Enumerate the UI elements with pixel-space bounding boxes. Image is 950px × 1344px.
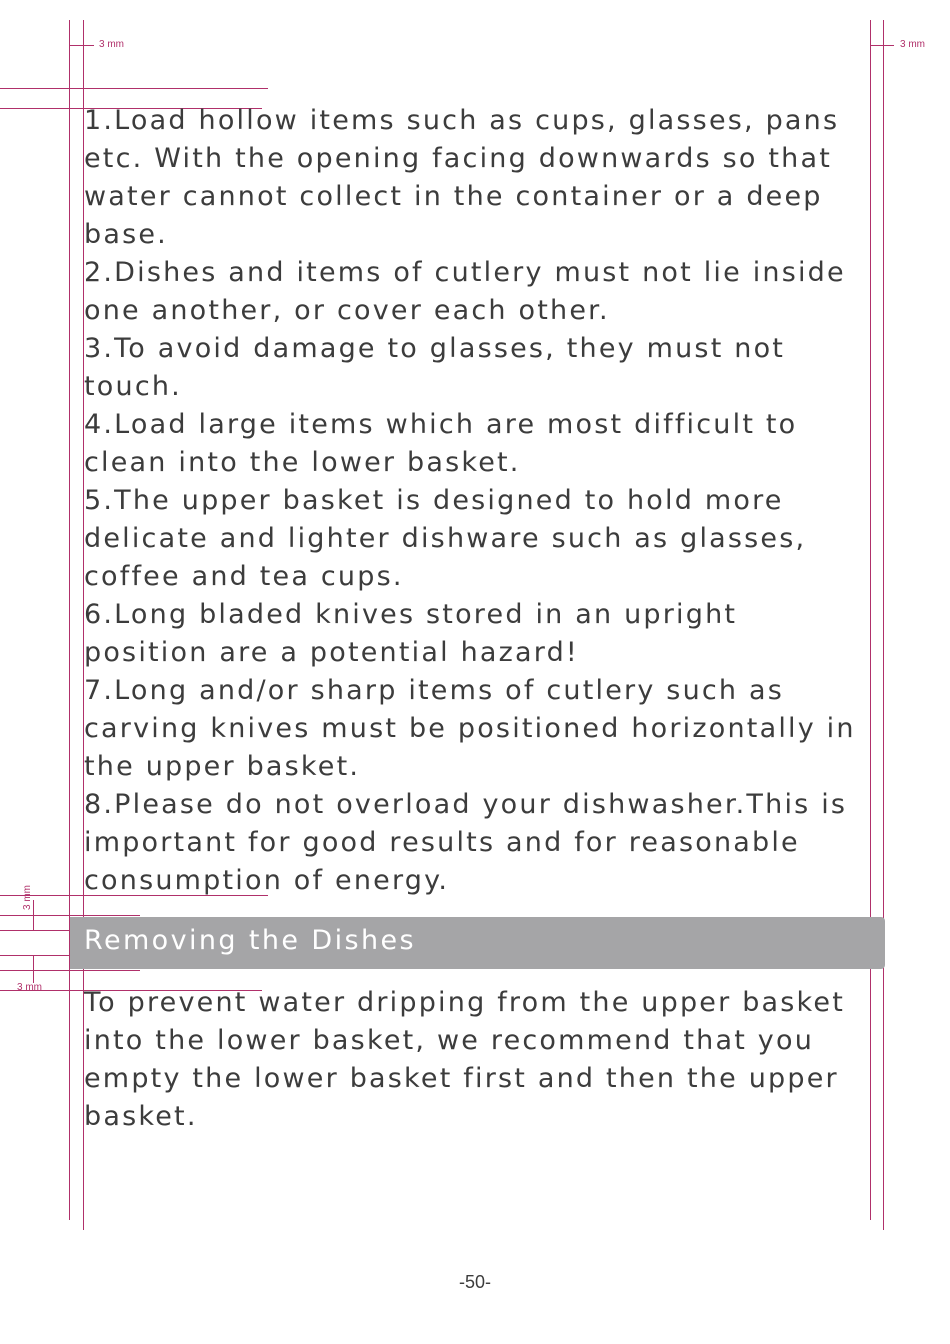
guide-line-mid-2 — [0, 915, 140, 916]
guide-line-left-outer — [69, 20, 70, 1220]
tip-3 — [84, 330, 884, 406]
tip-line: 4.Load large items which are most difficult to — [84, 409, 798, 440]
tip-line: one another, or cover each other. — [84, 295, 610, 326]
tip-line: 6.Long bladed knives stored in an upright — [84, 599, 738, 630]
tip-4 — [84, 406, 884, 482]
tip-line: 8.Please do not overload your dishwasher.This is — [84, 789, 848, 820]
crop-label-side-upper: 3 mm — [22, 885, 33, 910]
tip-line: etc. With the opening facing downwards so that — [84, 143, 833, 174]
crop-label-side-lower: 3 mm — [17, 982, 42, 993]
tip-line: 2.Dishes and items of cutlery must not lie inside — [84, 257, 846, 288]
tip-line: delicate and lighter dishware such as glasses, — [84, 523, 807, 554]
section-header-bar — [70, 917, 885, 969]
guide-line-top-1 — [0, 88, 268, 89]
tip-line: base. — [84, 219, 168, 250]
tip-2 — [84, 254, 884, 330]
tip-line: touch. — [84, 371, 182, 402]
tip-line: consumption of energy. — [84, 865, 450, 896]
tip-7 — [84, 672, 884, 786]
guide-line-mid-5 — [0, 970, 140, 971]
tip-8 — [84, 786, 884, 900]
section-body-line: empty the lower basket first and then the upper — [84, 1063, 839, 1094]
tip-line: coffee and tea cups. — [84, 561, 404, 592]
tip-line: important for good results and for reasonable — [84, 827, 800, 858]
tip-6 — [84, 596, 884, 672]
tip-line: 1.Load hollow items such as cups, glasses, pans — [84, 105, 840, 136]
crop-label-top-left: 3 mm — [99, 39, 124, 50]
tip-line: clean into the lower basket. — [84, 447, 521, 478]
section-body-line: To prevent water dripping from the upper basket — [84, 987, 846, 1018]
tip-line: position are a potential hazard! — [84, 637, 579, 668]
tip-line: 5.The upper basket is designed to hold more — [84, 485, 784, 516]
tip-line: 3.To avoid damage to glasses, they must not — [84, 333, 786, 364]
section-body-line: basket. — [84, 1101, 198, 1132]
tip-line: 7.Long and/or sharp items of cutlery such as — [84, 675, 785, 706]
tip-5 — [84, 482, 884, 596]
page-number: -50- — [458, 1272, 491, 1292]
tip-line: water cannot collect in the container or a deep — [84, 181, 823, 212]
section-title: Removing the Dishes — [84, 925, 416, 956]
crop-tick-side-upper — [33, 900, 34, 930]
section-body — [84, 984, 884, 1136]
section-body-line: into the lower basket, we recommend that you — [84, 1025, 815, 1056]
tip-line: carving knives must be positioned horizontally in — [84, 713, 856, 744]
tip-1 — [84, 102, 884, 254]
crop-label-top-right: 3 mm — [900, 39, 925, 50]
tip-line: the upper basket. — [84, 751, 361, 782]
crop-tick-side-lower — [33, 955, 34, 983]
crop-tick-top-right — [870, 45, 894, 46]
crop-tick-top-left — [70, 45, 94, 46]
loading-tips — [84, 102, 884, 900]
